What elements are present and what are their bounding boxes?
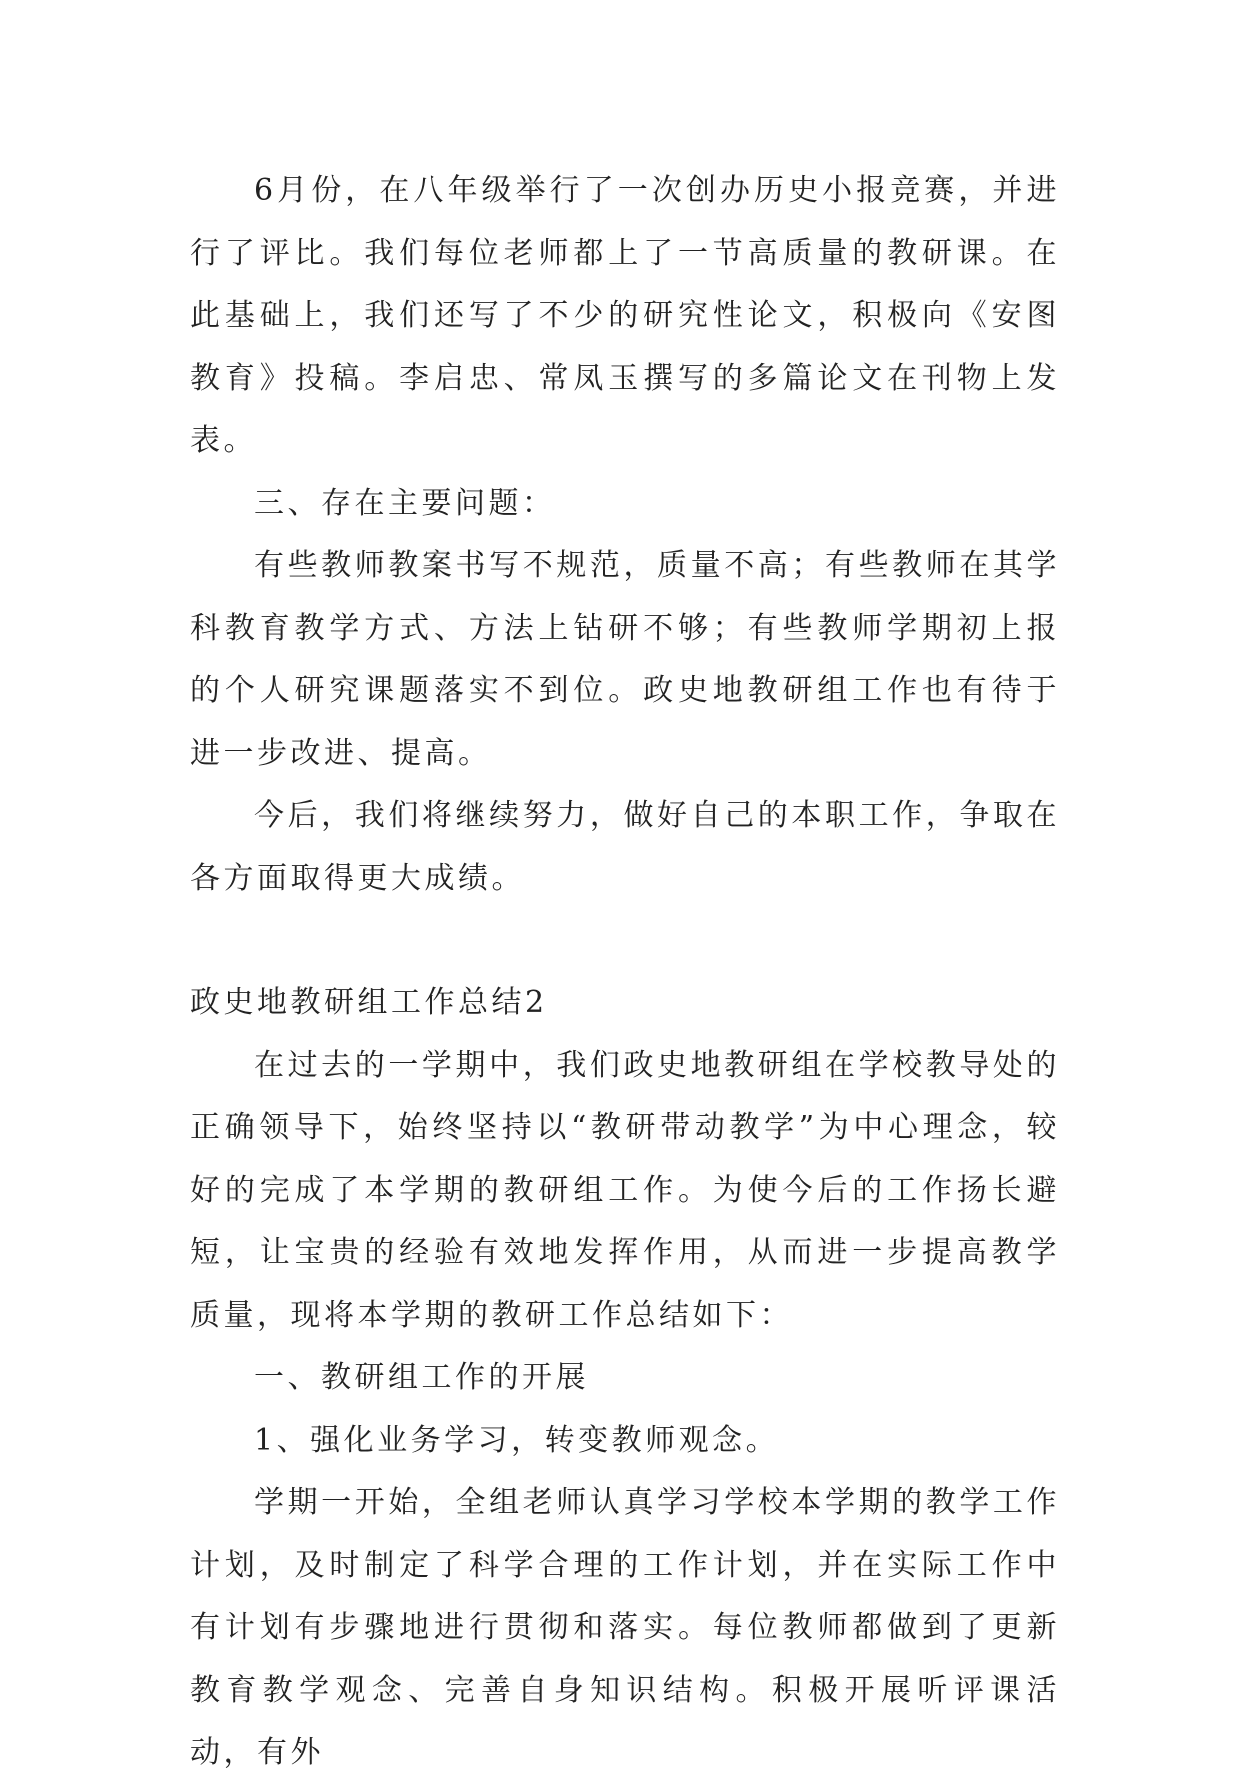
- section-spacer: [190, 910, 1060, 972]
- paragraph-future: 今后，我们将继续努力，做好自己的本职工作，争取在各方面取得更大成绩。: [190, 798, 1060, 896]
- document-body: [190, 160, 1060, 1785]
- heading-work-development: 一、教研组工作的开展: [254, 1360, 589, 1395]
- paragraph-problems: 有些教师教案书写不规范，质量不高；有些教师在其学科教育教学方式、方法上钻研不够；有些教师学期初上报的个人研究课题落实不到位。政史地教研组工作也有待于进一步改进、提高。: [190, 548, 1060, 771]
- section-title: 政史地教研组工作总结2: [190, 985, 548, 1020]
- heading-main-problems: 三、存在主要问题：: [254, 485, 556, 521]
- paragraph-history-newspaper: 6月份，在八年级举行了一次创办历史小报竞赛，并进行了评比。我们每位老师都上了一节高质量的教研课。在此基础上，我们还写了不少的研究性论文，积极向《安图教育》投稿。李启忠、常凤玉撰写的多篇论文在刊物上发表。: [190, 173, 1060, 458]
- paragraph-intro: 在过去的一学期中，我们政史地教研组在学校教导处的正确领导下，始终坚持以“教研带动教学”为中心理念，较好的完成了本学期的教研组工作。为使今后的工作扬长避短，让宝贵的经验有效地发挥作用，从而进一步提高教学质量，现将本学期的教研工作总结如下：: [190, 1047, 1060, 1333]
- paragraph-semester-start: 学期一开始，全组老师认真学习学校本学期的教学工作计划，及时制定了科学合理的工作计划，并在实际工作中有计划有步骤地进行贯彻和落实。每位教师都做到了更新教育教学观念、完善自身知识结构。积极开展听评课活动，有外: [190, 1485, 1060, 1770]
- heading-business-study: 1、强化业务学习，转变教师观念。: [254, 1422, 780, 1458]
